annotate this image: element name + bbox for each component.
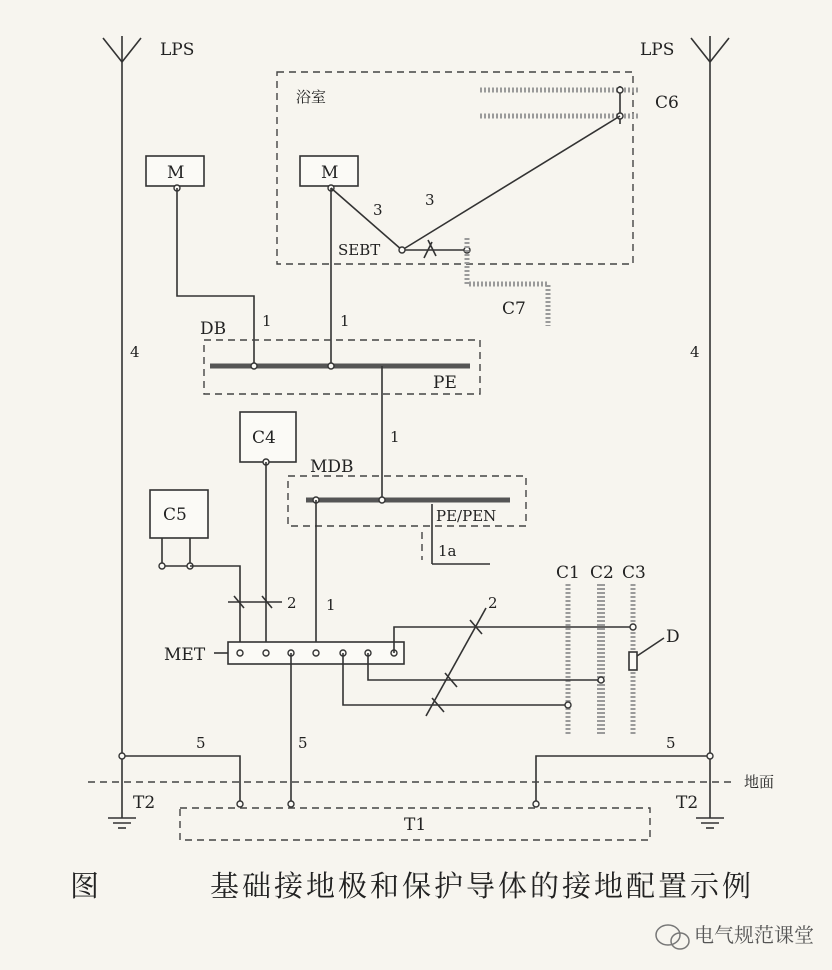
label-4-right: 4 [690, 343, 700, 361]
label-5-mid: 5 [298, 734, 308, 752]
motor-left-label: M [167, 163, 185, 183]
met-label: MET [164, 645, 206, 665]
earth-left-icon [108, 790, 136, 828]
c7-label: C7 [502, 299, 526, 319]
c5-label: C5 [163, 505, 187, 525]
earth-right-icon [696, 790, 724, 828]
label-4-left: 4 [130, 343, 140, 361]
d-label: D [666, 627, 680, 647]
pe-pen-label: PE/PEN [436, 507, 497, 525]
label-3-a: 3 [373, 201, 383, 219]
caption-title: 基础接地极和保护导体的接地配置示例 [210, 869, 755, 903]
c2-label: C2 [590, 563, 614, 583]
mdb-label: MDB [310, 457, 354, 477]
c3-label: C3 [622, 563, 646, 583]
d-insulator [629, 652, 637, 670]
label-5-right: 5 [666, 734, 676, 752]
lps-left-label: LPS [160, 40, 195, 60]
wechat-icon [656, 925, 689, 949]
label-1-met: 1 [326, 596, 336, 614]
t2-left-label: T2 [133, 793, 156, 813]
label-1-db-left: 1 [262, 312, 272, 330]
c6-label: C6 [655, 93, 679, 113]
label-5-left: 5 [196, 734, 206, 752]
label-3-b: 3 [425, 191, 435, 209]
db-label: DB [200, 319, 227, 339]
motor-bath-label: M [321, 163, 339, 183]
lps-right-label: LPS [640, 40, 675, 60]
label-1a: 1a [438, 542, 457, 560]
caption-fig: 图 [70, 869, 103, 903]
lps-right-antenna-icon [691, 36, 729, 790]
ground-level-label: 地面 [744, 773, 775, 791]
t2-right-label: T2 [676, 793, 699, 813]
t1-label: T1 [404, 815, 427, 835]
sebt-label: SEBT [338, 241, 381, 259]
label-1-db-right: 1 [340, 312, 350, 330]
label-2-right: 2 [488, 594, 498, 612]
c4-label: C4 [252, 428, 276, 448]
lps-left-antenna-icon [103, 36, 141, 790]
label-2-left: 2 [287, 594, 297, 612]
bathroom-label: 浴室 [296, 88, 327, 106]
pe-label: PE [433, 373, 457, 393]
c1-label: C1 [556, 563, 580, 583]
label-1-pe-mdb: 1 [390, 428, 400, 446]
watermark-text: 电气规范课堂 [694, 923, 814, 947]
